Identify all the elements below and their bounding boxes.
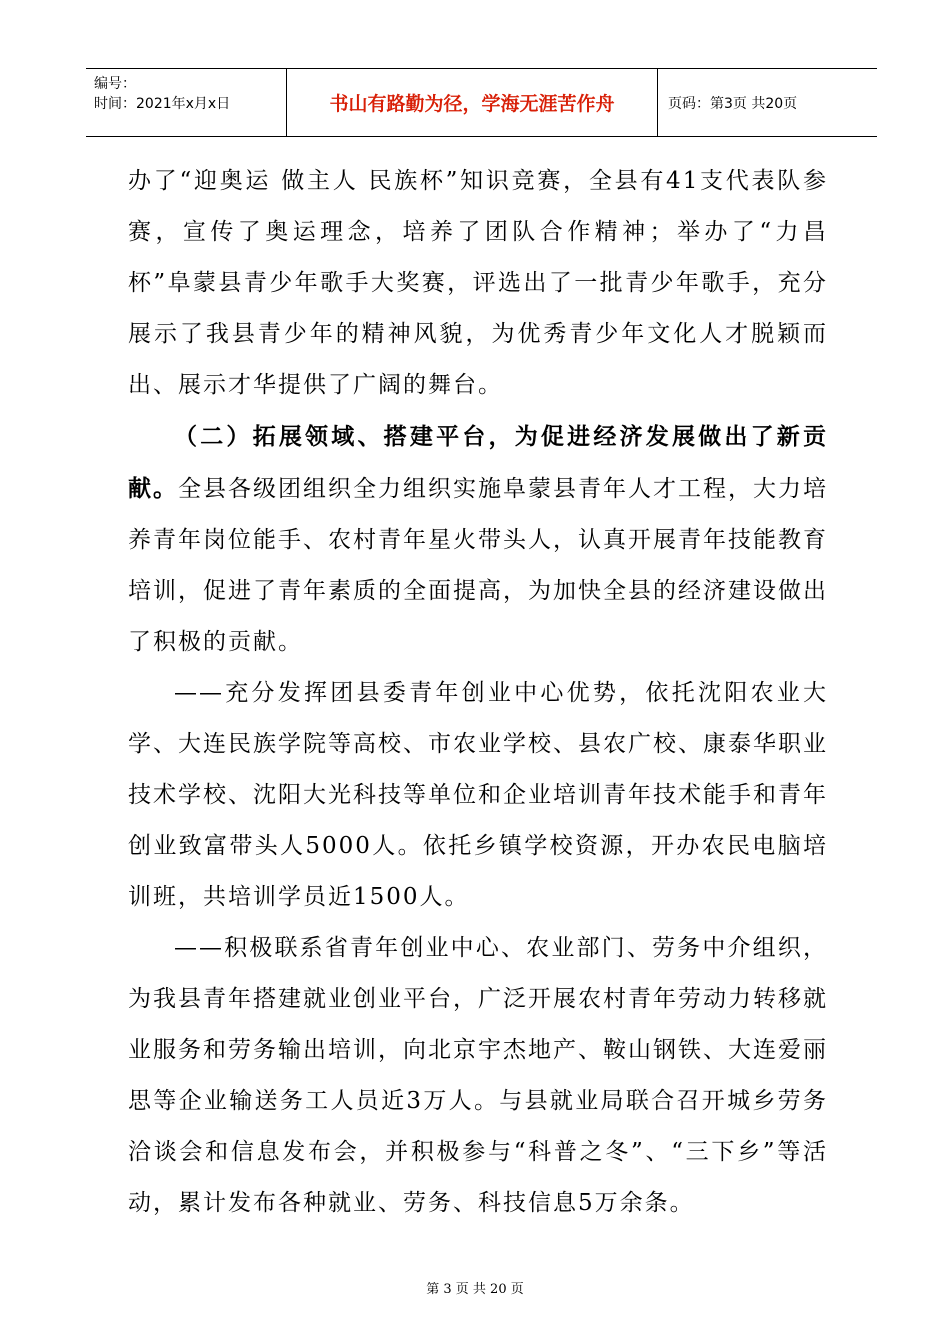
header-meta xyxy=(86,69,286,136)
document-date: 时间：2021年x月x日 xyxy=(94,96,231,112)
paragraph-1: 办了“迎奥运 做主人 民族杯”知识竞赛，全县有41支代表队参赛，宣传了奥运理念，培养了团队合作精神；举办了“力昌杯”阜蒙县青少年歌手大奖赛，评选出了一批青少年歌手，充分展示了我县青少年的精神风貌，为优秀青少年文化人才脱颖而出、展示才华提供了广阔的舞台。 xyxy=(128,168,828,398)
header-page-info: 页码：第3页 共20页 xyxy=(668,95,798,112)
paragraph-2-text: 全县各级团组织全力组织实施阜蒙县青年人才工程，大力培养青年岗位能手、农村青年星火带头人，认真开展青年技能教育培训，促进了青年素质的全面提高，为加快全县的经济建设做出了积极的贡献。 xyxy=(128,476,828,655)
section-heading: （二）拓展领域、搭建平台，为促进经济发展做出了新贡献。 xyxy=(128,423,828,502)
paragraph-4: ——积极联系省青年创业中心、农业部门、劳务中介组织，为我县青年搭建就业创业平台，广泛开展农村青年劳动力转移就业服务和劳务输出培训，向北京宇杰地产、鞍山钢铁、大连爱丽思等企业输送务工人员近3万人。与县就业局联合召开城乡劳务洽谈会和信息发布会，并积极参与“科普之冬”、“三下乡”等活动，累计发布各种就业、劳务、科技信息5万余条。 xyxy=(128,935,828,1216)
document-header xyxy=(86,68,877,137)
paragraph-3: ——充分发挥团县委青年创业中心优势，依托沈阳农业大学、大连民族学院等高校、市农业学校、县农广校、康泰华职业技术学校、沈阳大光科技等单位和企业培训青年技术能手和青年创业致富带头人5000人。依托乡镇学校资源，开办农民电脑培训班，共培训学员近1500人。 xyxy=(128,680,828,910)
document-number-label: 编号： xyxy=(94,76,136,92)
document-body xyxy=(128,156,828,1229)
paragraph-2 xyxy=(128,411,828,668)
header-motto: 书山有路勤为径，学海无涯苦作舟 xyxy=(286,69,658,136)
page-footer: 第 3 页 共 20 页 xyxy=(426,1282,524,1297)
